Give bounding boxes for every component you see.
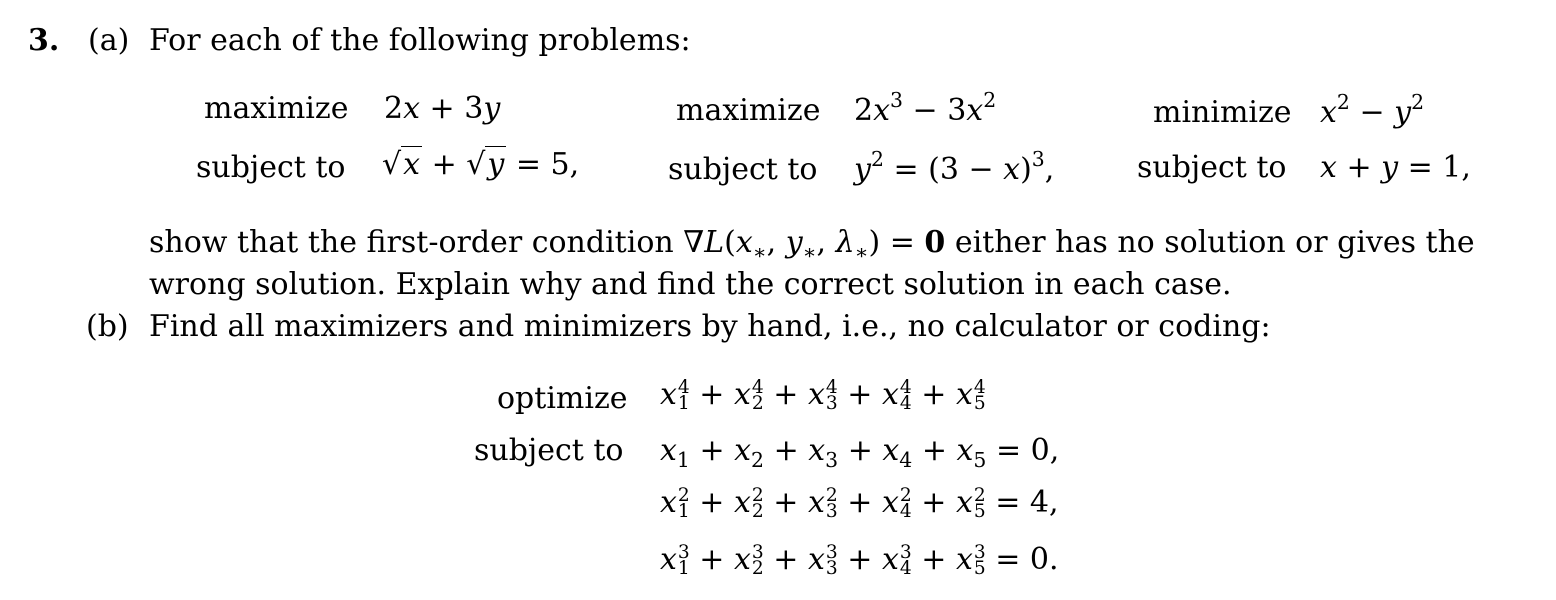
program-1-objective: 2x + 3y xyxy=(384,91,501,126)
program-3-objective-word: minimize xyxy=(1153,95,1292,130)
part-b-constraint-1: $x_1 + x_2 + x_3 + x_4 + x_5 = 0$, xyxy=(660,433,1060,472)
part-b-constraint-2: x 2 1 + x 2 2 + x 2 3 + x 2 4 + x 2 5 = 4, xyxy=(660,485,1059,522)
part-a-text-line-1 xyxy=(149,225,1531,264)
program-2-constraint: $y^2 = (3 - x)^3$, xyxy=(854,146,1055,187)
program-1-constraint-word: subject to xyxy=(196,150,346,185)
program-2-objective-word: maximize xyxy=(676,93,821,128)
part-a-intro: For each of the following problems: xyxy=(149,23,691,58)
program-2-objective: $2x^3 - 3x^2$ xyxy=(854,87,997,128)
part-b-constraint-word: subject to xyxy=(474,433,624,468)
program-1-constraint: √x + √y = 5, xyxy=(382,147,580,182)
part-b-constraint-3: x 3 1 + x 3 2 + x 3 3 + x 3 4 + x 3 5 = 0. xyxy=(660,542,1059,579)
part-a-text-1: show that the first-order condition xyxy=(149,225,674,260)
first-order-condition: $\nabla L(x_∗$, $y_∗$, $\lambda_∗) = 0$ xyxy=(683,225,946,264)
program-3-constraint: x + y = 1, xyxy=(1320,150,1471,185)
part-b-label: (b) xyxy=(86,309,129,344)
part-b-objective-word: optimize xyxy=(497,381,628,416)
part-a-text-3: wrong solution. Explain why and find the correct solution in each case. xyxy=(149,267,1232,302)
part-b-objective: x 4 1 + x 4 2 + x 4 3 + x 4 4 + x 4 5 xyxy=(660,377,986,414)
part-a-label: (a) xyxy=(88,23,130,58)
program-2-constraint-word: subject to xyxy=(668,152,818,187)
part-b-text: Find all maximizers and minimizers by hand, i.e., no calculator or coding: xyxy=(149,309,1271,344)
program-1-objective-word: maximize xyxy=(204,91,349,126)
program-3-constraint-word: subject to xyxy=(1137,150,1287,185)
problem-number: 3. xyxy=(28,23,60,58)
program-3-objective: $x^2 - y^2$ xyxy=(1320,89,1425,130)
part-a-text-2: either has no solution or gives the xyxy=(954,225,1475,260)
